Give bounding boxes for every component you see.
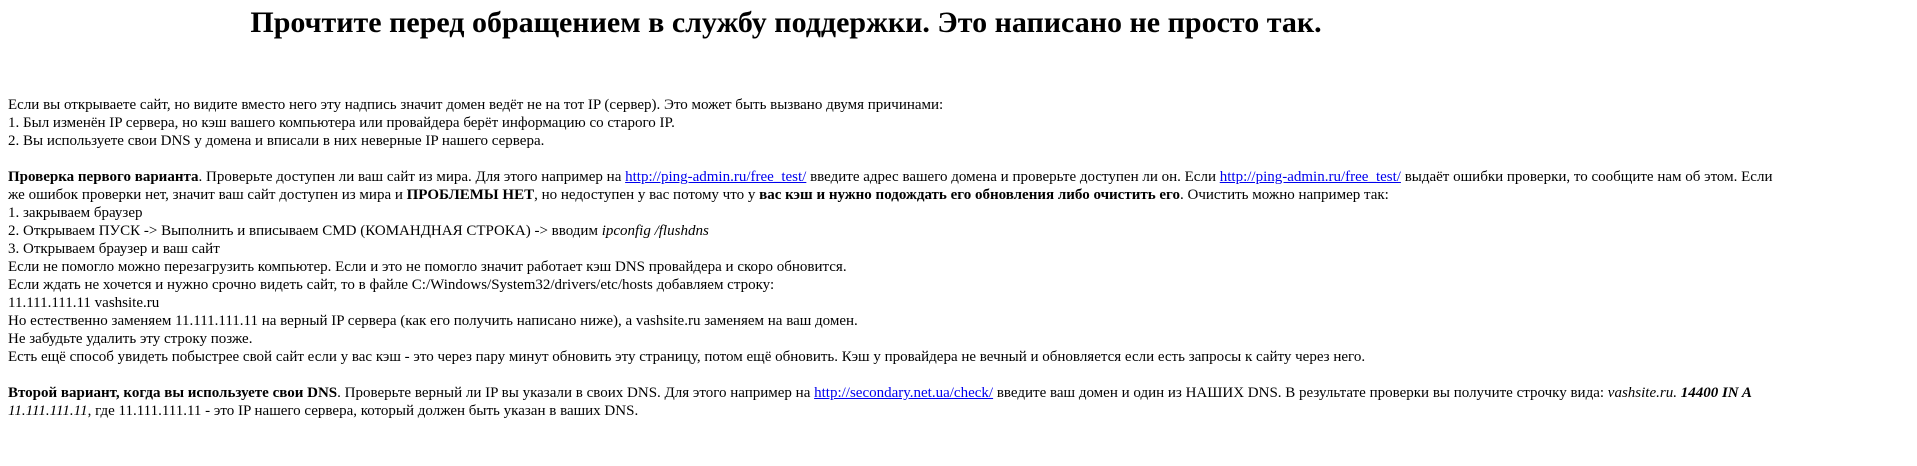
example-domain: vashsite.ru. bbox=[1607, 385, 1677, 401]
spacer bbox=[8, 366, 1913, 384]
hosts-line: Если ждать не хочется и нужно срочно видеть сайт, то в файле C:/Windows/System32/drivers/etc/hosts добавляем строку: bbox=[8, 277, 775, 293]
cache-bold-text: вас кэш и нужно подождать его обновления либо очистить его bbox=[759, 187, 1180, 203]
ping-admin-link-2[interactable]: http://ping-admin.ru/free_test/ bbox=[1219, 169, 1401, 185]
variant1-text-2: введите адрес вашего домена и проверьте доступен ли он. Если bbox=[806, 169, 1220, 185]
hosts-entry: 11.111.111.11 vashsite.ru bbox=[8, 295, 160, 311]
variant1-text-1: . Проверьте доступен ли ваш сайт из мира. Для этого например на bbox=[198, 169, 626, 185]
variant2-heading: Второй вариант, когда вы используете свои DNS bbox=[8, 385, 338, 401]
example-record: 14400 IN A bbox=[1680, 385, 1752, 401]
intro-line-2: 1. Был изменён IP сервера, но кэш вашего компьютера или провайдера берёт информацию со старого IP. bbox=[8, 115, 675, 131]
problems-none-text: ПРОБЛЕМЫ НЕТ bbox=[406, 187, 535, 203]
variant1-text-5: , но недоступен у вас потому что у bbox=[534, 187, 760, 203]
refresh-line: Есть ещё способ увидеть побыстрее свой сайт если у вас кэш - это через пару минут обновить эту страницу, потом ещё обновить. Кэш у провайдера не вечный и обновляется если есть запросы к сайту через него. bbox=[8, 349, 1366, 365]
example-ip: 11.111.111.11 bbox=[8, 403, 88, 419]
variant2-text-1: . Проверьте верный ли IP вы указали в своих DNS. Для этого например на bbox=[337, 385, 815, 401]
step-1: 1. закрываем браузер bbox=[8, 205, 143, 221]
variant2-paragraph bbox=[8, 384, 1913, 420]
variant1-heading: Проверка первого варианта bbox=[8, 169, 199, 185]
intro-line-1: Если вы открываете сайт, но видите вместо него эту надпись значит домен ведёт не на тот IP (сервер). Это может быть вызвано двумя причинами: bbox=[8, 97, 944, 113]
flushdns-command: ipconfig /flushdns bbox=[601, 223, 709, 239]
replace-line: Но естественно заменяем 11.111.111.11 на верный IP сервера (как его получить написано ниже), а vashsite.ru заменяем на ваш домен. bbox=[8, 313, 858, 329]
step-2-text: 2. Открываем ПУСК -> Выполнить и вписываем CMD (КОМАНДНАЯ СТРОКА) -> вводим bbox=[8, 223, 602, 239]
variant2-line-1 bbox=[8, 384, 1913, 402]
page-title: Прочтите перед обращением в службу поддержки. Это написано не просто так. bbox=[250, 6, 1322, 39]
variant1-paragraph bbox=[8, 168, 1913, 366]
variant2-text-2: введите ваш домен и один из НАШИХ DNS. В результате проверки вы получите строчку вида: bbox=[993, 385, 1608, 401]
variant2-text-3: , где 11.111.111.11 - это IP нашего сервера, который должен быть указан в ваших DNS. bbox=[87, 403, 639, 419]
content bbox=[8, 96, 1913, 420]
step-2 bbox=[8, 222, 1913, 240]
remove-line: Не забудьте удалить эту строку позже. bbox=[8, 331, 253, 347]
variant2-line-2 bbox=[8, 402, 1913, 420]
variant1-text-4: же ошибок проверки нет, значит ваш сайт доступен из мира и bbox=[8, 187, 407, 203]
intro-line-3: 2. Вы используете свои DNS у домена и вписали в них неверные IP нашего сервера. bbox=[8, 133, 545, 149]
spacer bbox=[8, 150, 1913, 168]
variant1-text-6: . Очистить можно например так: bbox=[1179, 187, 1389, 203]
ping-admin-link-1[interactable]: http://ping-admin.ru/free_test/ bbox=[625, 169, 807, 185]
variant1-line-1 bbox=[8, 168, 1913, 186]
restart-line: Если не помогло можно перезагрузить компьютер. Если и это не помогло значит работает кэш DNS провайдера и скоро обновится. bbox=[8, 259, 847, 275]
variant1-line-2 bbox=[8, 186, 1913, 204]
secondary-check-link[interactable]: http://secondary.net.ua/check/ bbox=[814, 385, 994, 401]
variant1-text-3: выдаёт ошибки проверки, то сообщите нам об этом. Если bbox=[1400, 169, 1773, 185]
step-3: 3. Открываем браузер и ваш сайт bbox=[8, 241, 220, 257]
